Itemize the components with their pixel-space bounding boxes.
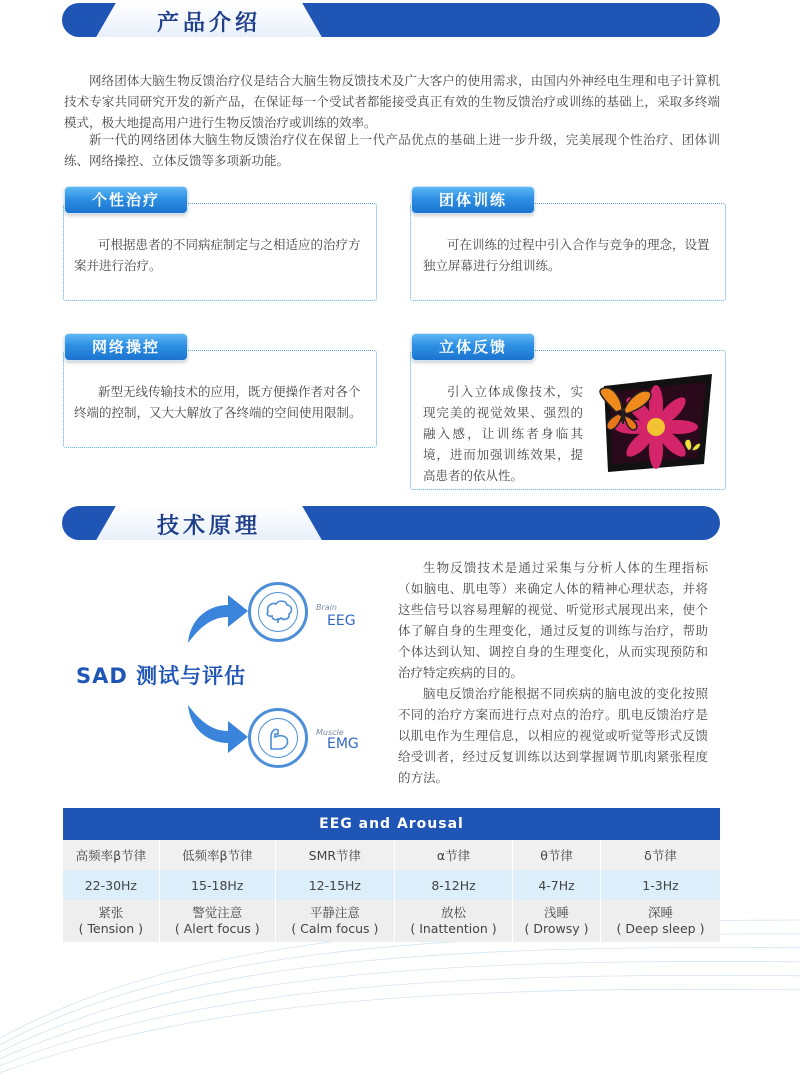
table-title: EEG and Arousal bbox=[63, 808, 720, 840]
feature-text: 可根据患者的不同病症制定与之相适应的治疗方案并进行治疗。 bbox=[74, 237, 361, 273]
state-cell: 放松 ( Inattention ) bbox=[395, 900, 513, 942]
band-cell: δ节律 bbox=[601, 840, 720, 870]
band-cell: 高频率β节律 bbox=[63, 840, 160, 870]
feature-title-3d: 立体反馈 bbox=[411, 333, 535, 361]
eeg-label: EEG bbox=[327, 613, 356, 629]
intro-paragraph-2: 新一代的网络团体大脑生物反馈治疗仪在保留上一代产品优点的基础上进一步升级，完美展现个性治疗、团体训练、网络操控、立体反馈等多项新功能。 bbox=[64, 132, 720, 168]
section-title: 技术原理 bbox=[156, 514, 261, 539]
banner-tab bbox=[120, 3, 298, 37]
table-row-bands bbox=[63, 840, 720, 870]
eeg-small-label: Brain bbox=[316, 603, 337, 612]
freq-cell: 12-15Hz bbox=[276, 870, 395, 900]
curved-arrow-down-icon bbox=[180, 703, 250, 755]
eeg-arousal-table bbox=[63, 808, 720, 942]
state-cell: 平静注意 ( Calm focus ) bbox=[276, 900, 395, 942]
band-cell: 低频率β节律 bbox=[160, 840, 276, 870]
sad-title: SAD 测试与评估 bbox=[76, 664, 247, 688]
feature-box-network bbox=[63, 350, 377, 448]
table-row-states bbox=[63, 900, 720, 942]
banner-tab bbox=[120, 506, 298, 540]
freq-cell: 8-12Hz bbox=[395, 870, 513, 900]
curved-arrow-up-icon bbox=[180, 593, 250, 645]
band-cell: α节律 bbox=[395, 840, 513, 870]
state-cell: 警觉注意 ( Alert focus ) bbox=[160, 900, 276, 942]
freq-cell: 15-18Hz bbox=[160, 870, 276, 900]
emg-small-label: Muscle bbox=[316, 728, 344, 737]
feature-title-personal: 个性治疗 bbox=[64, 186, 188, 214]
state-cell: 紧张 ( Tension ) bbox=[63, 900, 160, 942]
section-banner-product bbox=[62, 3, 720, 37]
feature-text: 引入立体成像技术，实现完美的视觉效果、强烈的融入感，让训练者身临其境，进而加强训练效果，提高患者的依从性。 bbox=[423, 384, 583, 483]
band-cell: θ节律 bbox=[513, 840, 601, 870]
feature-text: 可在训练的过程中引入合作与竞争的理念，设置独立屏幕进行分组训练。 bbox=[423, 237, 710, 273]
brain-icon bbox=[248, 582, 308, 642]
table-row-frequencies bbox=[63, 870, 720, 900]
muscle-icon bbox=[248, 708, 308, 768]
freq-cell: 1-3Hz bbox=[601, 870, 720, 900]
feature-title-group: 团体训练 bbox=[411, 186, 535, 214]
3d-screen-butterfly-image bbox=[586, 372, 720, 476]
state-cell: 浅睡 ( Drowsy ) bbox=[513, 900, 601, 942]
principle-paragraph-1: 生物反馈技术是通过采集与分析人体的生理指标（如脑电、肌电等）来确定人体的精神心理状态，并将这些信号以容易理解的视觉、听觉形式展现出来，使个体了解自身的生理变化，通过反复的训练与治疗，帮助个体达到认知、调控自身的生理变化，从而实现预防和治疗特定疾病的目的。 bbox=[398, 560, 708, 680]
freq-cell: 22-30Hz bbox=[63, 870, 160, 900]
section-title: 产品介绍 bbox=[156, 11, 261, 36]
feature-text: 新型无线传输技术的应用，既方便操作者对各个终端的控制，又大大解放了各终端的空间使用限制。 bbox=[74, 384, 362, 420]
emg-label: EMG bbox=[327, 736, 359, 752]
section-banner-technology bbox=[62, 506, 720, 540]
feature-title-network: 网络操控 bbox=[64, 333, 188, 361]
freq-cell: 4-7Hz bbox=[513, 870, 601, 900]
intro-paragraph-1: 网络团体大脑生物反馈治疗仪是结合大脑生物反馈技术及广大客户的使用需求，由国内外神经电生理和电子计算机技术专家共同研究开发的新产品，在保证每一个受试者都能接受真正有效的生物反馈治疗或训练的基础上，采取多终端模式，极大地提高用户进行生物反馈治疗或训练的效率。 bbox=[64, 73, 720, 130]
state-cell: 深睡 ( Deep sleep ) bbox=[601, 900, 720, 942]
principle-paragraph-2: 脑电反馈治疗能根据不同疾病的脑电波的变化按照不同的治疗方案而进行点对点的治疗。肌电反馈治疗是以肌电作为生理信息，以相应的视觉或听觉等形式反馈给受训者，经过反复训练以达到掌握调节肌肉紧张程度的方法。 bbox=[398, 686, 708, 785]
feature-box-personal bbox=[63, 203, 377, 301]
band-cell: SMR节律 bbox=[276, 840, 395, 870]
feature-box-group bbox=[410, 203, 726, 301]
